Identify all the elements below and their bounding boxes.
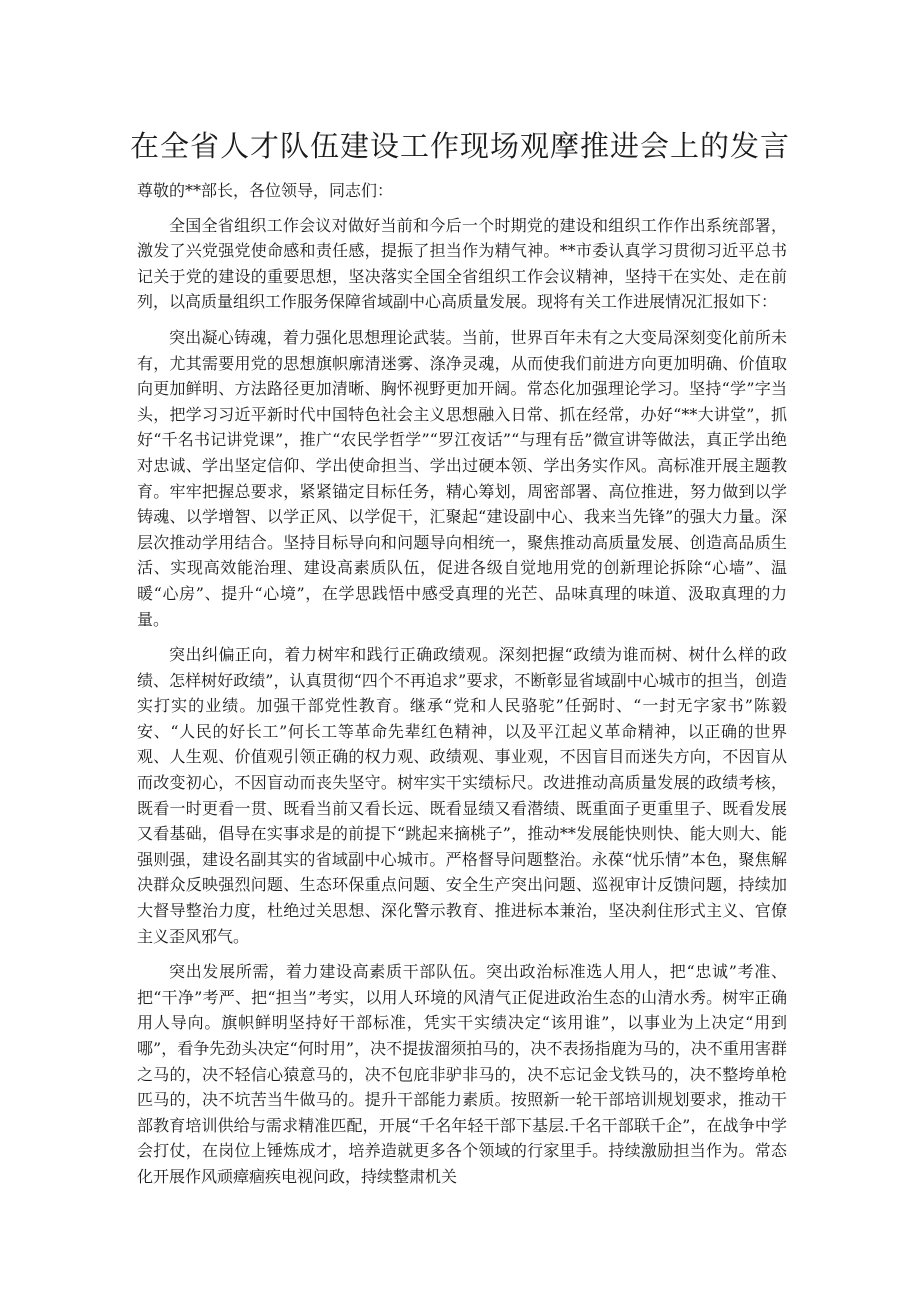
paragraph-performance-view: 突出纠偏正向，着力树牢和践行正确政绩观。深刻把握“政绩为谁而树、树什么样的政绩、怎样树好政绩”，认真贯彻“四个不再追求”要求，不断彰显省域副中心城市的担当，创造实打实的业绩。加强干部党性教育。继承“党和人民骆驼”任弼时、“一封无字家书”陈毅安、“人民的好长工”何长工等革命先辈红色精神，以及平江起义革命精神，以正确的世界观、人生观、价值观引领正确的权力观、政绩观、事业观，不因盲目而迷失方向，不因盲从而改变初心，不因盲动而丧失坚守。树牢实干实绩标尺。改进推动高质量发展的政绩考核，既看一时更看一贯、既看当前又看长远、既看显绩又看潜绩、既重面子更重里子、既看发展又看基础，倡导在实事求是的前提下“跳起来摘桃子”，推动**发展能快则快、能大则大、能强则强，建设名副其实的省域副中心城市。严格督导问题整治。永葆“忧乐情”本色，聚焦解决群众反映强烈问题、生态环保重点问题、安全生产突出问题、巡视审计反馈问题，持续加大督导整治力度，杜绝过关思想、深化警示教育、推进标本兼治，坚决刹住形式主义、官僚主义歪风邪气。 xyxy=(137,645,787,946)
paragraph-ideology: 突出凝心铸魂，着力强化思想理论武装。当前，世界百年未有之大变局深刻变化前所未有，尤其需要用党的思想旗帜廓清迷雾、涤净灵魂，从而使我们前进方向更加明确、价值取向更加鲜明、方法路径更加清晰、胸怀视野更加开阔。常态化加强理论学习。坚持“学”字当头，把学习习近平新时代中国特色社会主义思想融入日常、抓在经常，办好“**大讲堂”，抓好“千名书记讲党课”，推广“农民学哲学”“罗江夜话”“与理有岳”微宣讲等做法，真正学出绝对忠诚、学出坚定信仰、学出使命担当、学出过硬本领、学出务实作风。高标准开展主题教育。牢牢把握总要求，紧紧锚定目标任务，精心筹划，周密部署、高位推进，努力做到以学铸魂、以学增智、以学正风、以学促干，汇聚起“建设副中心、我来当先锋”的强大力量。深层次推动学用结合。坚持目标导向和问题导向相统一，聚焦推动高质量发展、创造高品质生活、实现高效能治理、建设高素质队伍，促进各级自觉地用党的创新理论拆除“心墙”、温暖“心房”、提升“心境”，在学思践悟中感受真理的光芒、品味真理的味道、汲取真理的力量。 xyxy=(137,327,787,629)
document-title: 在全省人才队伍建设工作现场观摩推进会上的发言 xyxy=(129,129,790,163)
document-body xyxy=(137,178,787,1200)
salutation: 尊敬的**部长，各位领导，同志们： xyxy=(137,181,394,200)
paragraph-cadre-team: 突出发展所需，着力建设高素质干部队伍。突出政治标准选人用人，把“忠诚”考准、把“干净”考严、把“担当”考实，以用人环境的风清气正促进政治生态的山清水秀。树牢正确用人导向。旗帜鲜明坚持好干部标准，凭实干实绩决定“该用谁”，以事业为上决定“用到哪”，看争先劲头决定“何时用”，决不提拔溜须拍马的，决不表扬指鹿为马的，决不重用害群之马的，决不轻信心猿意马的，决不包庇非驴非马的，决不忘记金戈铁马的，决不整垮单枪匹马的，决不坑苦当牛做马的。提升干部能力素质。按照新一轮干部培训规划要求，推动干部教育培训供给与需求精准匹配，开展“千名年轻干部下基层.千名干部联千企”，在战争中学会打仗，在岗位上锤炼成才，培养造就更多各个领域的行家里手。持续激励担当作为。常态化开展作风顽瘴痼疾电视问政，持续整肃机关 xyxy=(137,962,787,1186)
paragraph-intro: 全国全省组织工作会议对做好当前和今后一个时期党的建设和组织工作作出系统部署，激发了兴党强党使命感和责任感，提振了担当作为精气神。**市委认真学习贯彻习近平总书记关于党的建设的重要思想，坚决落实全国全省组织工作会议精神，坚持干在实处、走在前列，以高质量组织工作服务保障省域副中心高质量发展。现将有关工作进展情况汇报如下： xyxy=(137,215,787,312)
